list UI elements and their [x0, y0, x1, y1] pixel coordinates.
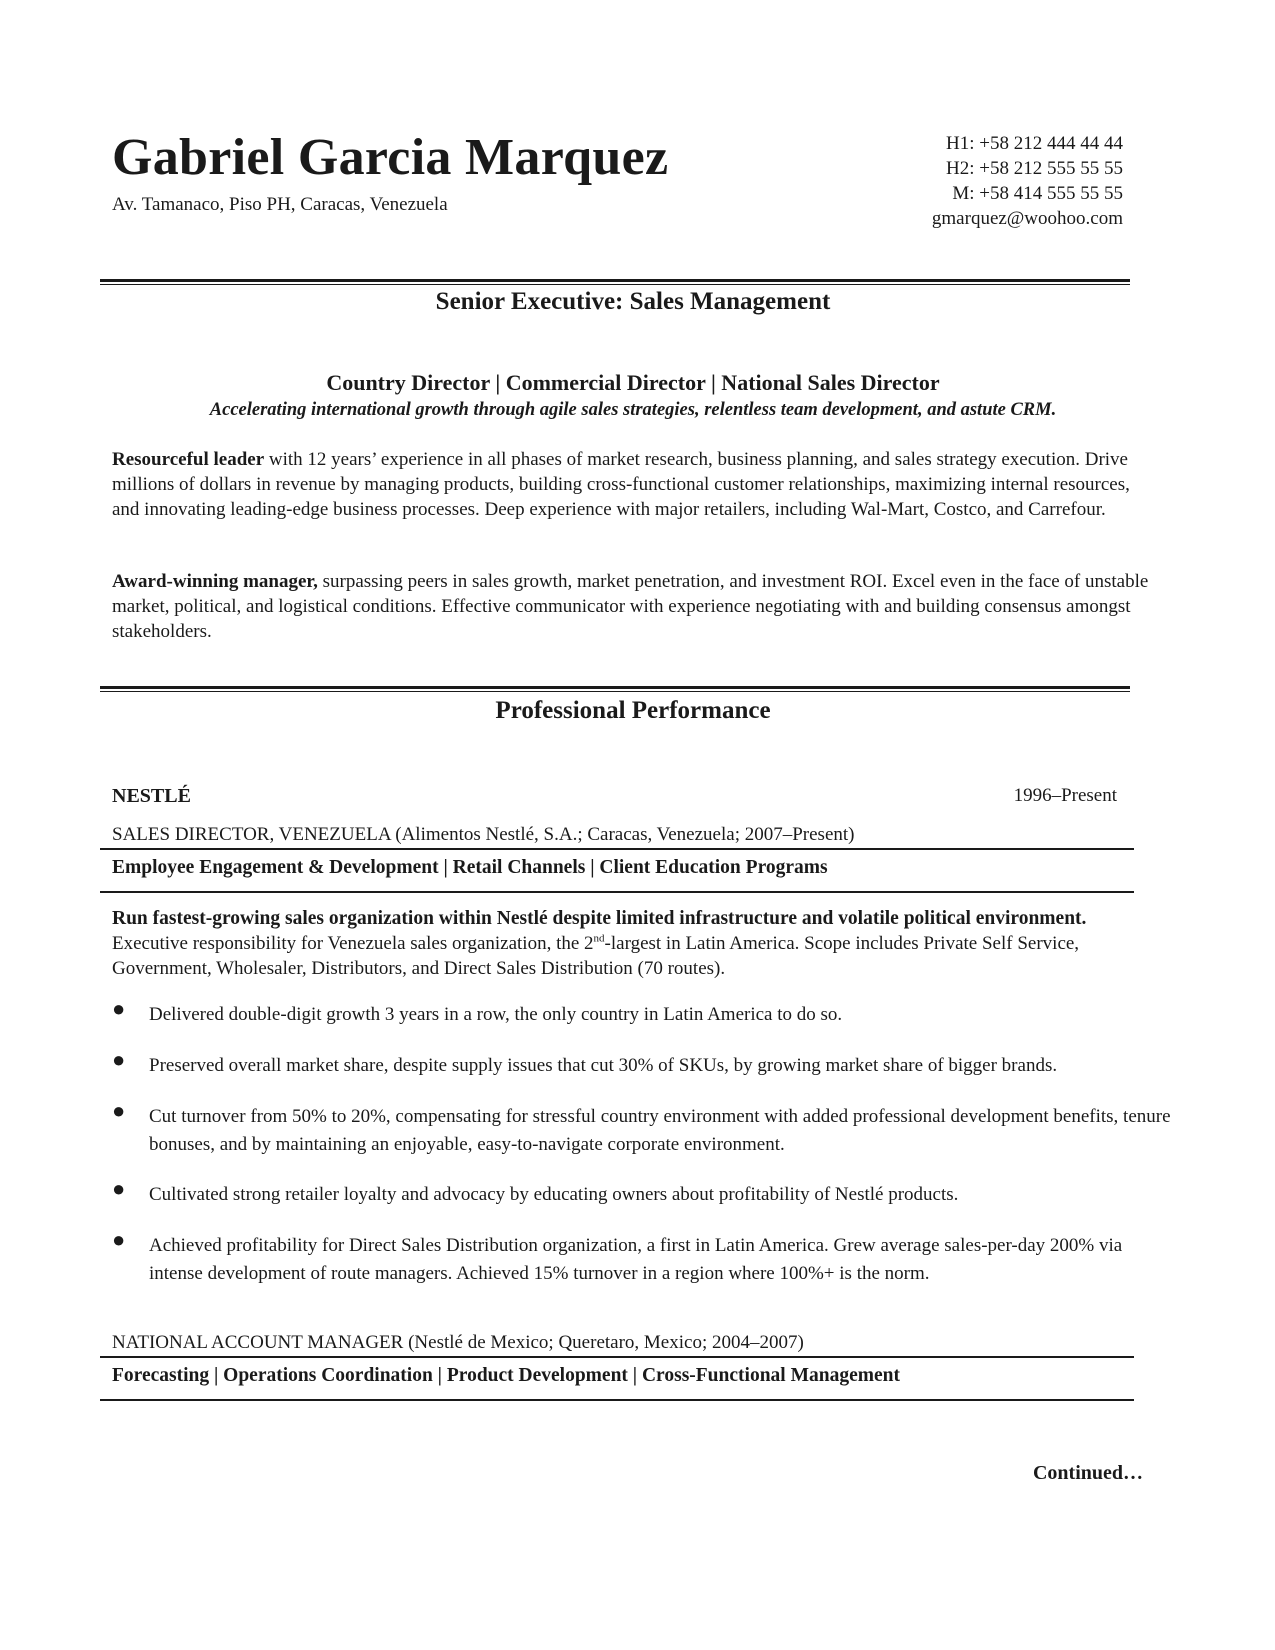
bullet-text: Cut turnover from 50% to 20%, compensating for stressful country environment with added professional development benefits, tenure bonuses, and by maintaining an enjoyable, easy-to-navigate corporate environment.: [149, 1106, 1171, 1155]
job1-detail: (Alimentos Nestlé, S.A.; Caracas, Venezuela; 2007–Present): [390, 824, 855, 845]
bullet-text: Cultivated strong retailer loyalty and advocacy by educating owners about profitability of Nestlé products.: [149, 1184, 959, 1205]
job1-bullet: [112, 1227, 1172, 1288]
summary-p1-text: with 12 years’ experience in all phases of market research, business planning, and sales strategy execution. Drive millions of dollars in revenue by managing products, building cross-functional customer relationships, maximizing internal resources, and innovating leading-edge business processes. Deep experience with major retailers, including Wal-Mart, Costco, and Carrefour.: [112, 449, 1130, 520]
experience-divider: [100, 686, 1130, 692]
experience-title: Professional Performance: [495, 697, 771, 724]
bullet-text: Preserved overall market share, despite supply issues that cut 30% of SKUs, by growing market share of bigger brands.: [149, 1055, 1058, 1076]
job1-summary-sup: nd: [593, 932, 605, 945]
header-divider: [100, 279, 1130, 285]
job2-title: NATIONAL ACCOUNT MANAGER: [112, 1332, 404, 1353]
phone-mobile: M: +58 414 555 55 55: [952, 183, 1123, 204]
company-dates: 1996–Present: [1013, 785, 1117, 806]
job2-skills: Forecasting | Operations Coordination | Product Development | Cross-Functional Management: [112, 1365, 900, 1386]
job1-title: SALES DIRECTOR, VENEZUELA: [112, 824, 391, 845]
bullet-icon: ●: [112, 1098, 126, 1123]
bullet-text: Achieved profitability for Direct Sales Distribution organization, a first in Latin America. Grew average sales-per-day 200% via intense development of route managers. Achieved 15% turnover in a region where 100%+ is the norm.: [149, 1235, 1123, 1284]
job1-rule-bottom: [100, 891, 1134, 893]
job1-summary-lead: Run fastest-growing sales organization within Nestlé despite limited infrastructure and volatile political environment.: [112, 908, 1087, 929]
job1-summary: [112, 906, 1162, 981]
summary-p2-lead: Award-winning manager,: [112, 571, 318, 592]
job1-rule-top: [100, 848, 1134, 850]
summary-paragraph-1: [112, 447, 1162, 522]
phone-home-2: H2: +58 212 555 55 55: [946, 158, 1123, 179]
summary-p1-lead: Resourceful leader: [112, 449, 265, 470]
candidate-name: Gabriel Garcia Marquez: [112, 129, 669, 186]
company-name: NESTLÉ: [112, 785, 191, 807]
job1-summary-text-a: Executive responsibility for Venezuela sales organization, the 2: [112, 933, 594, 954]
candidate-address: Av. Tamanaco, Piso PH, Caracas, Venezuela: [112, 194, 448, 215]
bullet-icon: ●: [112, 1176, 126, 1201]
job2-heading: [112, 1332, 804, 1354]
job2-detail: (Nestlé de Mexico; Queretaro, Mexico; 2004–2007): [403, 1332, 804, 1353]
target-roles: Country Director | Commercial Director | National Sales Director: [326, 370, 940, 395]
bullet-icon: ●: [112, 1227, 126, 1252]
contact-block: [932, 131, 1123, 231]
continued-note: Continued…: [1032, 1462, 1143, 1484]
job1-bullet: [112, 996, 1172, 1029]
job1-skills: Employee Engagement & Development | Retail Channels | Client Education Programs: [112, 857, 828, 878]
job2-rule-top: [100, 1356, 1134, 1358]
bullet-text: Delivered double-digit growth 3 years in a row, the only country in Latin America to do so.: [149, 1004, 843, 1025]
job2-rule-bottom: [100, 1399, 1134, 1401]
summary-p2-text: surpassing peers in sales growth, market penetration, and investment ROI. Excel even in the face of unstable market, political, and logistical conditions. Effective communicator with experience negotiating with and building consensus amongst stakeholders.: [112, 571, 1149, 642]
job1-heading: [112, 824, 854, 846]
summary-paragraph-2: [112, 569, 1162, 644]
job1-bullet: [112, 1047, 1172, 1080]
job1-summary-text-b: -largest in Latin America. Scope includes Private Self Service, Government, Wholesaler, Distributors, and Direct Sales Distribution (70 routes).: [112, 933, 1080, 979]
phone-home-1: H1: +58 212 444 44 44: [946, 133, 1123, 154]
bullet-icon: ●: [112, 996, 126, 1021]
summary-title: Senior Executive: Sales Management: [435, 288, 831, 315]
tagline: Accelerating international growth through agile sales strategies, relentless team development, and astute CRM.: [209, 400, 1057, 420]
email-address: gmarquez@woohoo.com: [931, 208, 1123, 229]
bullet-icon: ●: [112, 1047, 126, 1072]
job1-bullet: [112, 1176, 1172, 1209]
job1-bullet: [112, 1098, 1172, 1159]
